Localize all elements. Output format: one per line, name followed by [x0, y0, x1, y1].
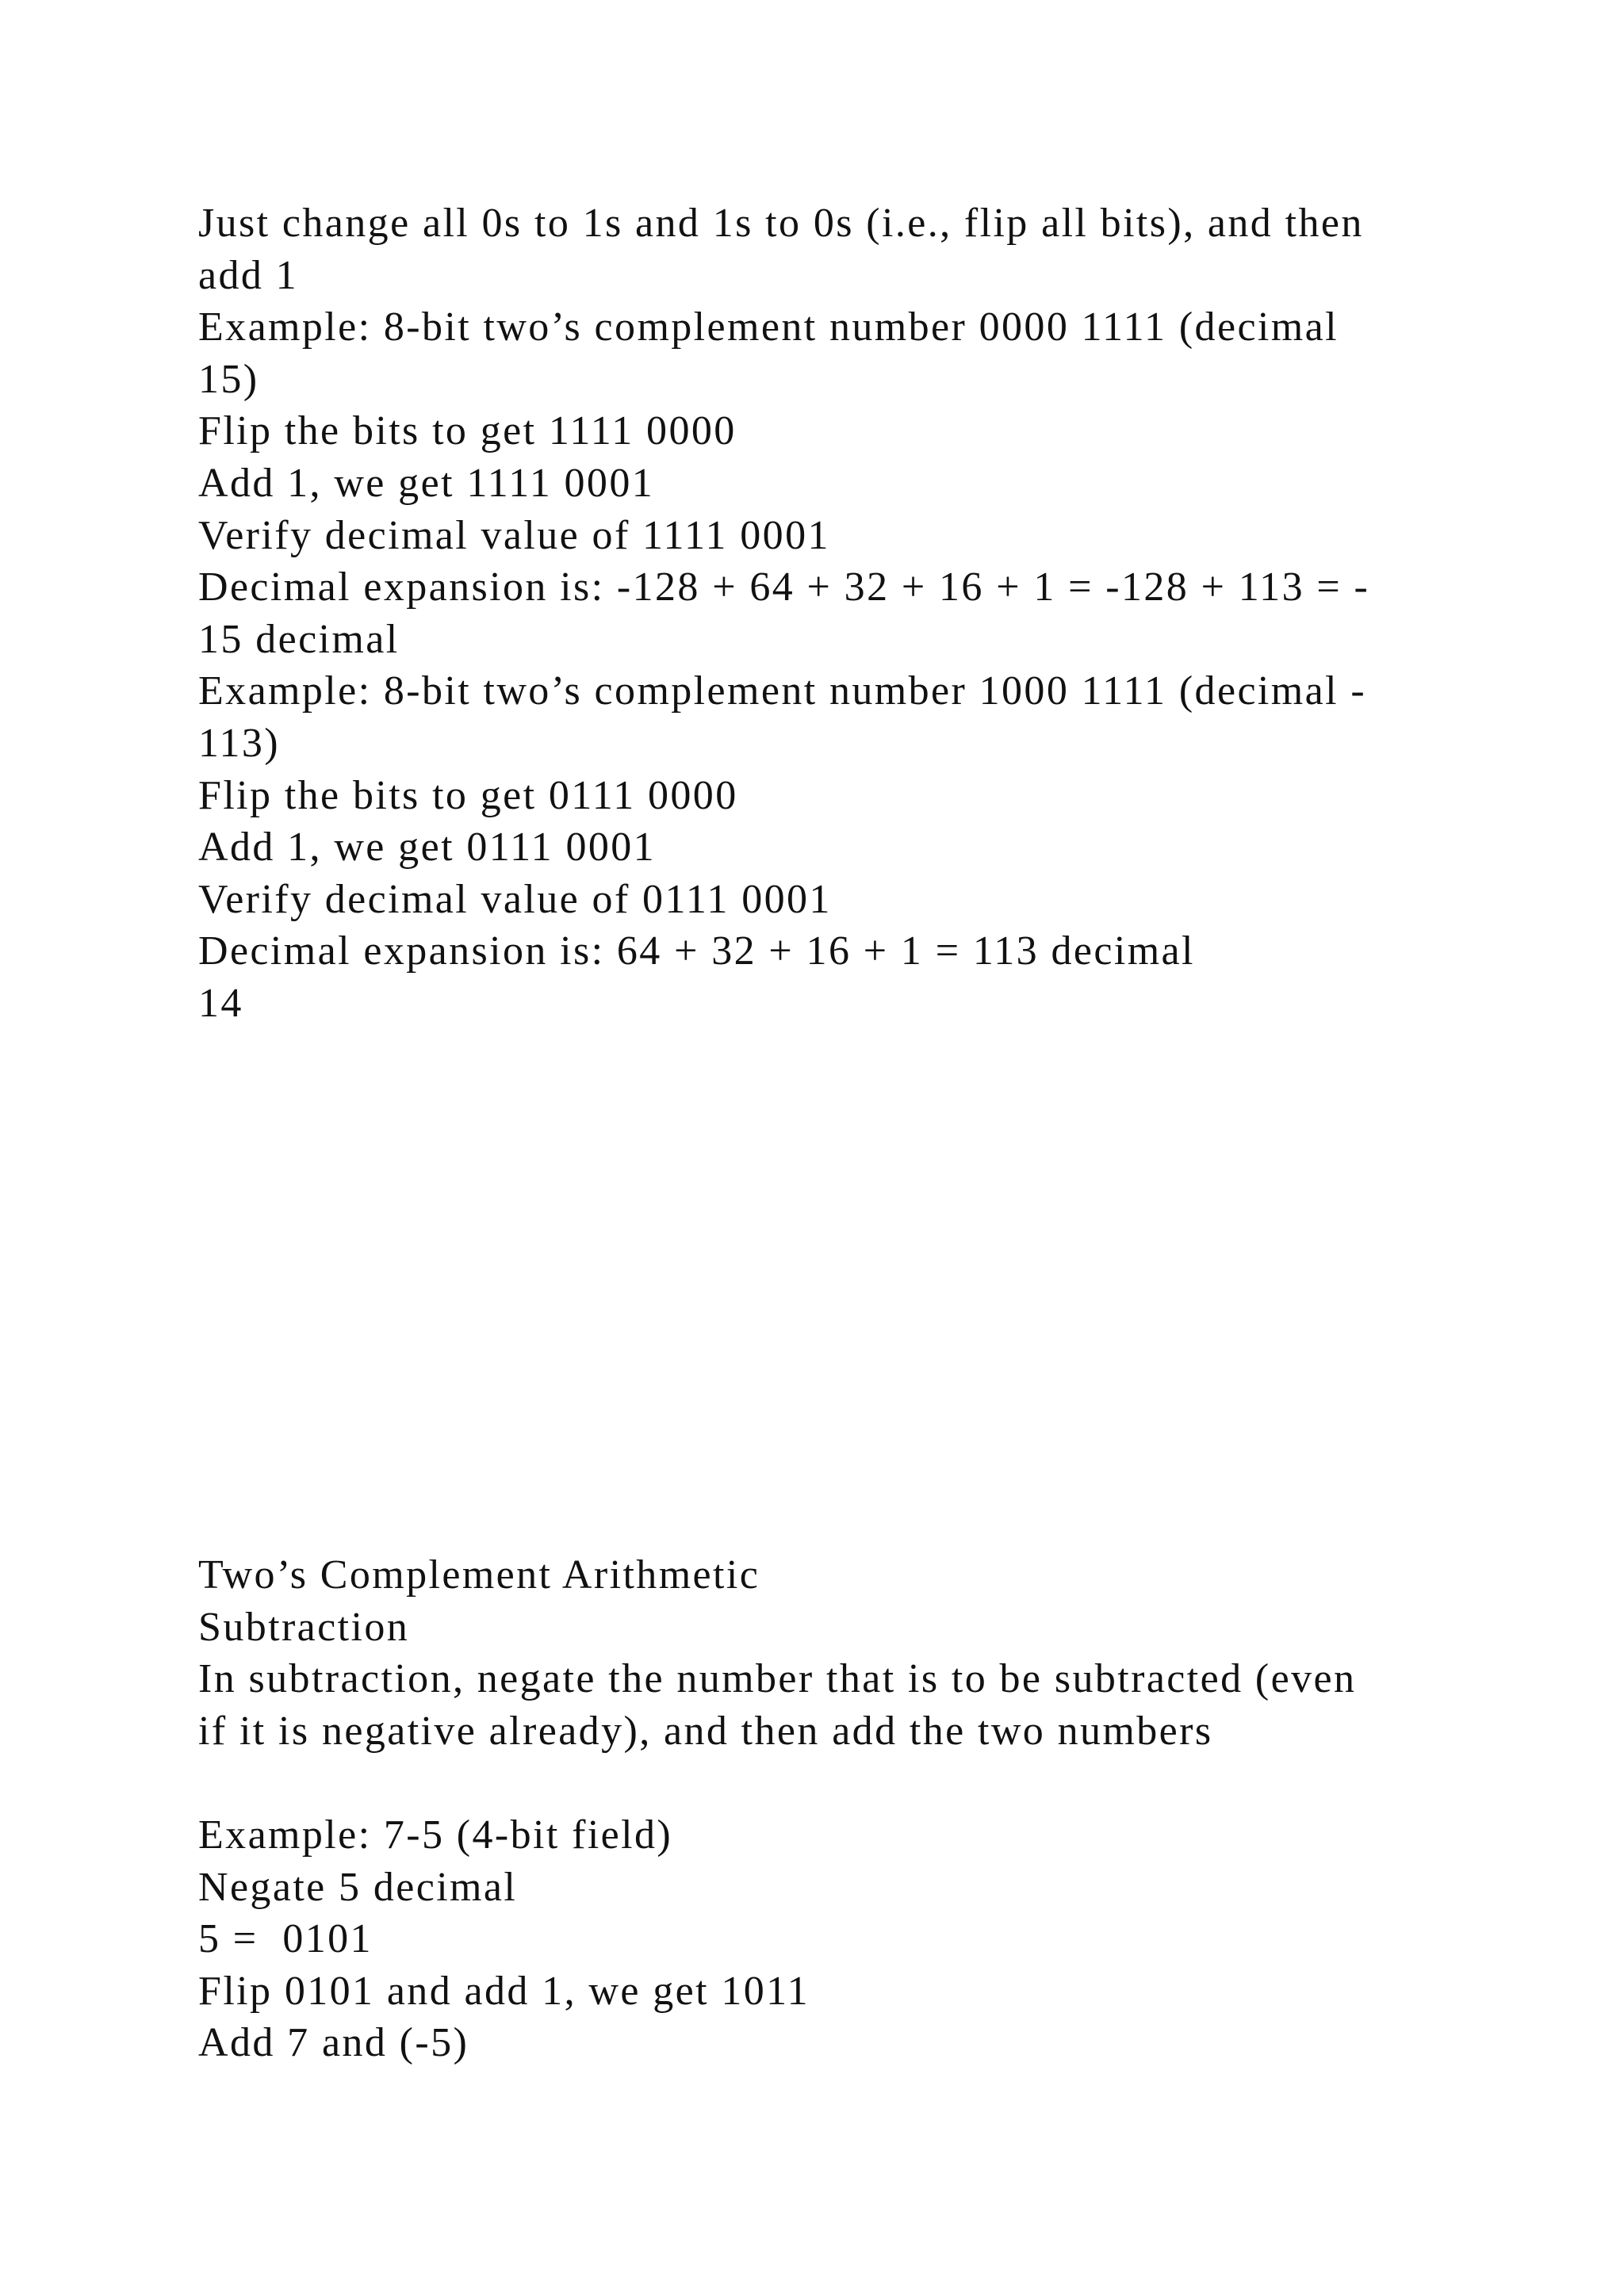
- text-line: 15): [198, 356, 259, 402]
- text-line: Example: 8-bit two’s complement number 0000 1111 (decimal: [198, 304, 1339, 350]
- text-line: Decimal expansion is: -128 + 64 + 32 + 16 + 1 = -128 + 113 = -: [198, 564, 1370, 610]
- text-line: add 1: [198, 252, 299, 298]
- text-line: Just change all 0s to 1s and 1s to 0s (i.e., flip all bits), and then: [198, 201, 1364, 246]
- text-line: Flip the bits to get 0111 0000: [198, 772, 738, 818]
- text-line: Verify decimal value of 0111 0001: [198, 876, 832, 922]
- text-line: In subtraction, negate the number that is to be subtracted (even: [198, 1656, 1357, 1702]
- page-number: 14: [198, 980, 243, 1026]
- text-section-subtraction: [198, 1549, 1435, 2069]
- text-line: Add 1, we get 1111 0001: [198, 460, 655, 506]
- blank-line: [198, 1757, 1435, 1809]
- text-line: 5 = 0101: [198, 1916, 373, 1962]
- text-line: if it is negative already), and then add the two numbers: [198, 1708, 1213, 1754]
- text-line: Verify decimal value of 1111 0001: [198, 512, 830, 558]
- text-line: Example: 8-bit two’s complement number 1000 1111 (decimal -: [198, 668, 1367, 714]
- text-line: 15 decimal: [198, 616, 400, 662]
- text-section-negation: [198, 197, 1435, 1030]
- text-line: 113): [198, 720, 280, 766]
- text-line: Add 7 and (-5): [198, 2020, 469, 2066]
- text-line: Negate 5 decimal: [198, 1864, 518, 1910]
- text-line: Add 1, we get 0111 0001: [198, 825, 657, 871]
- text-line: Example: 7-5 (4-bit field): [198, 1812, 673, 1858]
- text-line: Decimal expansion is: 64 + 32 + 16 + 1 = 113 decimal: [198, 928, 1195, 974]
- section-heading: Two’s Complement Arithmetic: [198, 1552, 760, 1598]
- text-line: Flip 0101 and add 1, we get 1011: [198, 1968, 810, 2014]
- subsection-heading: Subtraction: [198, 1604, 410, 1650]
- text-line: Flip the bits to get 1111 0000: [198, 408, 737, 454]
